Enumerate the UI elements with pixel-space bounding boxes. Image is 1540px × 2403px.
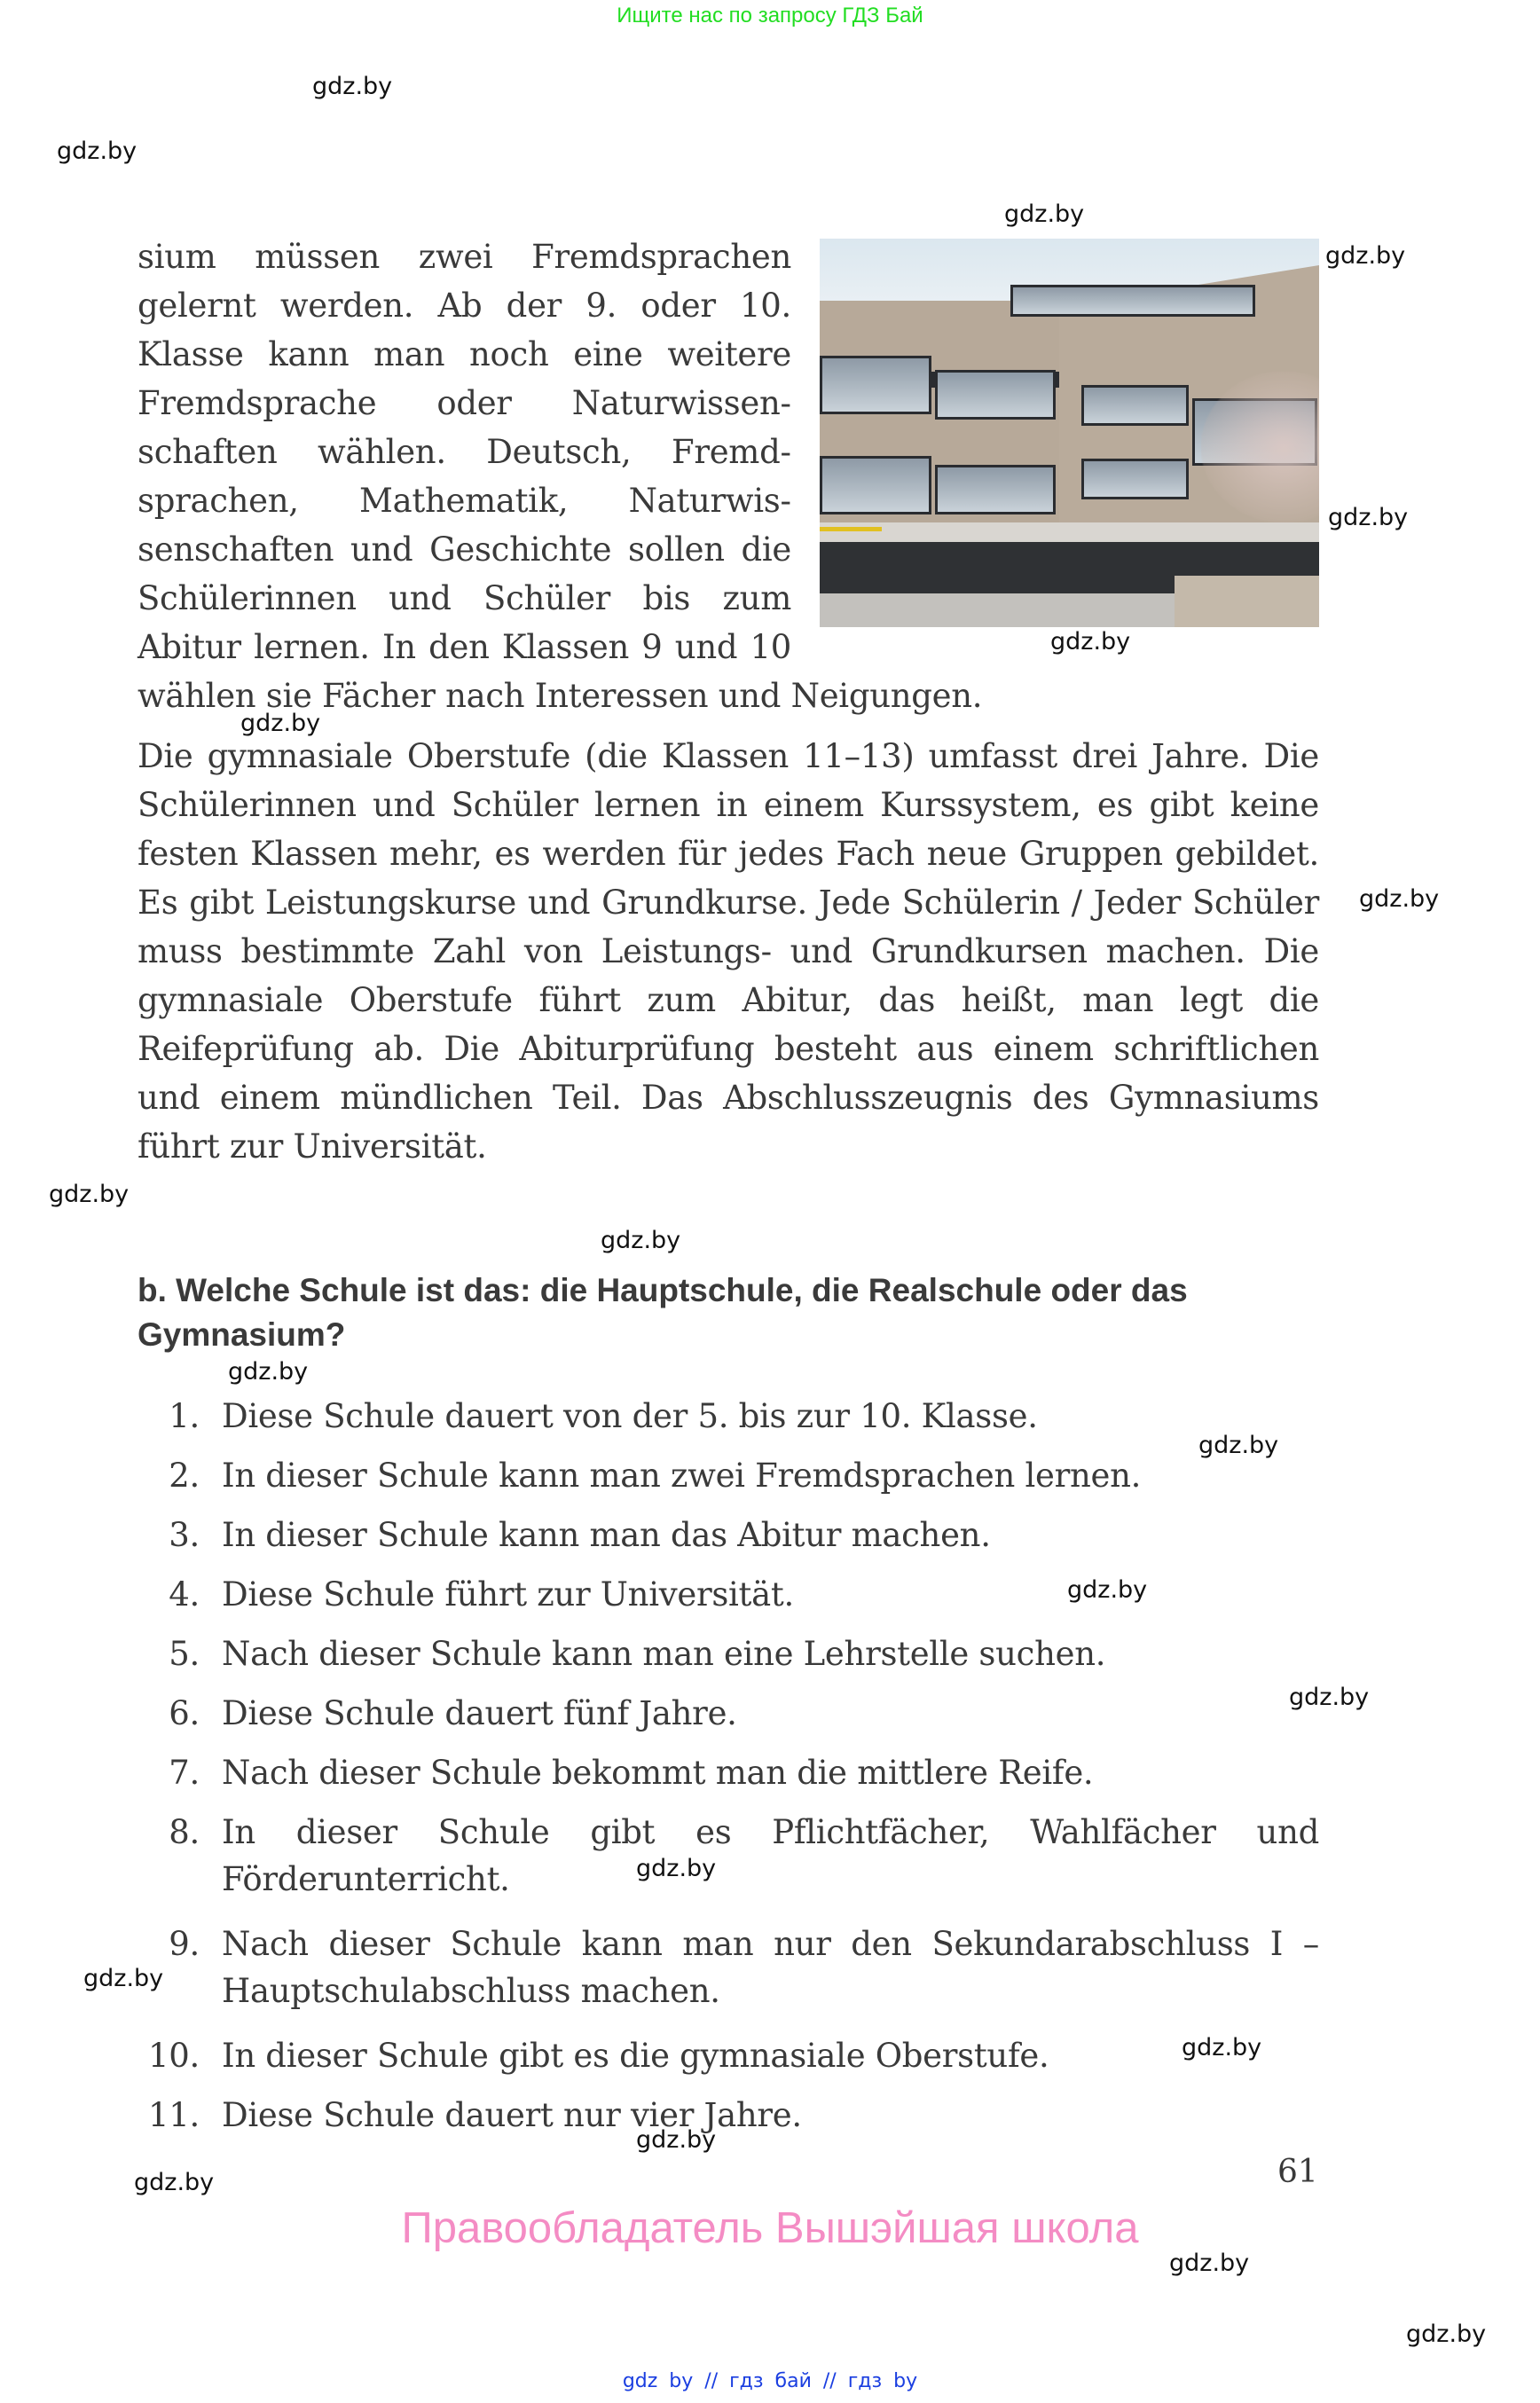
task-heading: b. Welche Schule ist das: die Hauptschule, die Realschule oder das Gymnasium? — [138, 1272, 1188, 1353]
school-photo — [820, 239, 1319, 627]
gymnasium-building-image — [820, 239, 1319, 627]
question-list — [138, 1393, 1319, 2154]
watermark: gdz.by — [601, 1227, 681, 1254]
item-number: 5. — [169, 1635, 200, 1673]
copyright-notice: Правообладатель Вышэйшая школа — [401, 2204, 1139, 2252]
footer-links[interactable]: gdz by // гдз бай // гдз by — [622, 2370, 918, 2392]
list-item — [138, 1512, 1319, 1559]
item-number: 1. — [169, 1397, 200, 1435]
item-number: 11. — [148, 2096, 200, 2134]
watermark: gdz.by — [636, 2126, 717, 2154]
item-text: In dieser Schule gibt es Pflichtfächer, Wahlfächer und Förderunterricht. — [222, 1813, 1319, 1898]
watermark: gdz.by — [1050, 628, 1131, 656]
item-text: Nach dieser Schule kann man nur den Sekundarabschluss I – Hauptschulabschluss machen. — [222, 1925, 1319, 2010]
watermark: gdz.by — [49, 1181, 130, 1208]
watermark: gdz.by — [1198, 1432, 1279, 1459]
list-item — [138, 1630, 1319, 1677]
watermark: gdz.by — [1328, 504, 1409, 531]
item-text: In dieser Schule kann man das Abitur machen. — [222, 1516, 991, 1554]
list-item — [138, 1690, 1319, 1737]
watermark: gdz.by — [1289, 1684, 1370, 1711]
item-number: 3. — [169, 1516, 200, 1554]
watermark: gdz.by — [1067, 1576, 1148, 1604]
watermark: gdz.by — [1004, 200, 1085, 228]
watermark: gdz.by — [636, 1855, 717, 1882]
item-number: 7. — [169, 1754, 200, 1792]
watermark: gdz.by — [1169, 2250, 1250, 2277]
watermark: gdz.by — [57, 137, 138, 165]
item-text: Diese Schule dauert von der 5. bis zur 10. Klasse. — [222, 1397, 1038, 1435]
watermark: gdz.by — [228, 1358, 309, 1386]
watermark: gdz.by — [1325, 242, 1406, 270]
item-text: Diese Schule führt zur Universität. — [222, 1575, 794, 1614]
item-number: 8. — [169, 1813, 200, 1851]
list-item — [138, 1393, 1319, 1440]
watermark: gdz.by — [312, 73, 393, 100]
list-item — [138, 2092, 1319, 2139]
list-item — [138, 1809, 1319, 1903]
list-item — [138, 1749, 1319, 1796]
list-item — [138, 2032, 1319, 2079]
item-number: 9. — [169, 1925, 200, 1963]
item-text: Diese Schule dauert fünf Jahre. — [222, 1694, 737, 1732]
list-item — [138, 1920, 1319, 2014]
search-banner: Ищите нас по запросу ГДЗ Бай — [617, 4, 923, 27]
item-number: 2. — [169, 1457, 200, 1495]
item-text: Nach dieser Schule kann man eine Lehrstelle suchen. — [222, 1635, 1106, 1673]
paragraph-oberstufe: Die gymnasiale Oberstufe (die Klassen 11–13) umfasst drei Jahre. Die Schülerinnen und Schüler lernen in einem Kurssystem, es gibt keine festen Klassen mehr, es werden für jedes Fach neue Gruppen gebildet. Es gibt Leistungskurse und Grundkurse. Jede Schülerin / Jeder Schüler muss bestimmte Zahl von Leistungs- und Grundkursen machen. Die gymnasiale Oberstufe führt zum Abitur, das heißt, man legt die Reifeprüfung ab. Die Abiturprüfung besteht aus einem schriftlichen und einem mündlichen Teil. Das Abschlusszeugnis des Gymnasiums führt zur Universität. — [138, 737, 1319, 1166]
item-number: 6. — [169, 1694, 200, 1732]
watermark: gdz.by — [134, 2169, 215, 2196]
watermark: gdz.by — [1406, 2321, 1487, 2348]
item-text: In dieser Schule kann man zwei Fremdsprachen lernen. — [222, 1457, 1142, 1495]
item-text: Nach dieser Schule bekommt man die mittlere Reife. — [222, 1754, 1094, 1792]
paragraph-gymnasium-intro — [138, 232, 1319, 720]
watermark: gdz.by — [1182, 2034, 1262, 2061]
item-number: 10. — [148, 2037, 200, 2075]
item-text: Diese Schule dauert nur vier Jahre. — [222, 2096, 802, 2134]
page-number: 61 — [1277, 2154, 1318, 2190]
paragraph-1-text: sium müssen zwei Fremdsprachen gelernt werden. Ab der 9. oder 10. Klasse kann man noch eine weitere Fremdsprache oder Naturwissenschaften wählen. Deutsch, Fremdsprachen, Mathematik, Naturwissenschaften und Geschichte sollen die Schülerinnen und Schüler bis zum Abitur lernen. In den Klassen 9 und 10 wählen sie Fächer nach Interessen und Neigungen. — [138, 238, 983, 715]
list-item — [138, 1571, 1319, 1618]
item-text: In dieser Schule gibt es die gymnasiale Oberstufe. — [222, 2037, 1049, 2075]
watermark: gdz.by — [1359, 885, 1440, 913]
item-number: 4. — [169, 1575, 200, 1614]
list-item — [138, 1452, 1319, 1499]
watermark: gdz.by — [240, 710, 321, 737]
watermark: gdz.by — [83, 1965, 164, 1992]
